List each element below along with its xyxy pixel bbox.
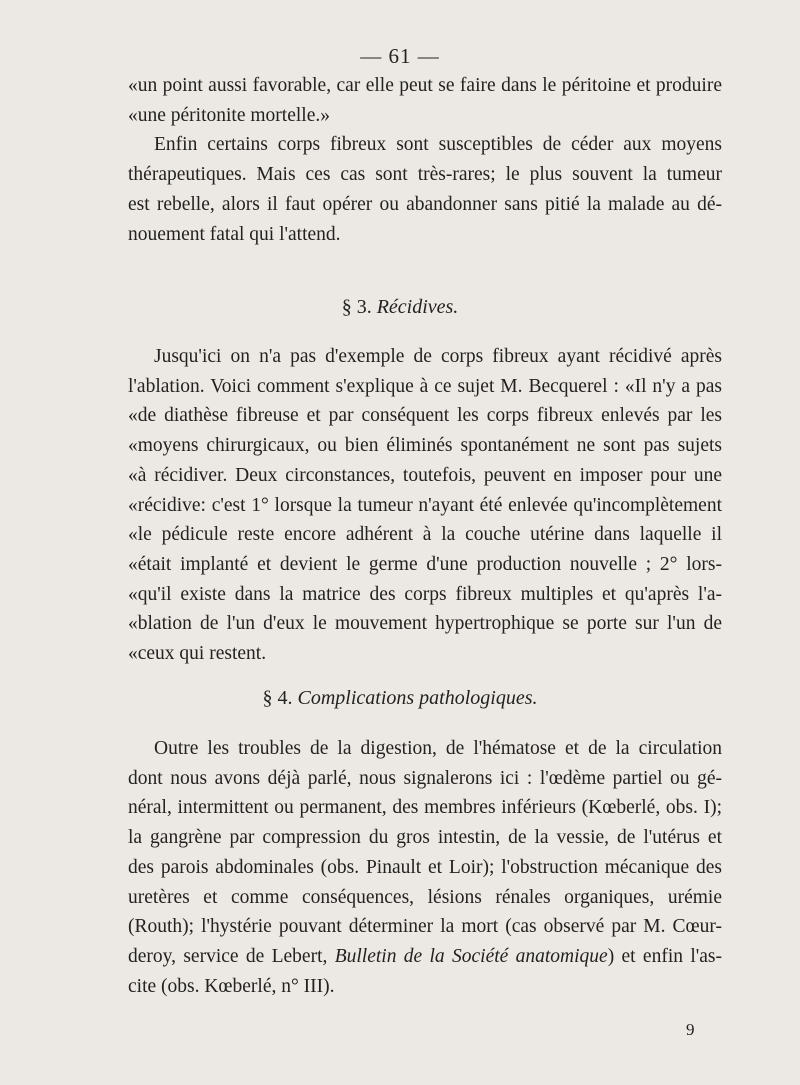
- text-line: [128, 942, 722, 972]
- text-line: thérapeutiques. Mais ces cas sont très-rares; le plus souvent la tumeur: [128, 164, 722, 186]
- section-number: § 3.: [341, 296, 372, 318]
- text-line: l'ablation. Voici comment s'explique à ce sujet M. Becquerel : «Il n'y a pas: [128, 375, 722, 397]
- text-line: «ceux qui restent.: [128, 643, 267, 665]
- text-line: «récidive: c'est 1° lorsque la tumeur n'ayant été enlevée qu'incomplètement: [128, 494, 722, 516]
- journal-title: Bulletin de la Société anatomique: [334, 945, 608, 967]
- paragraph-therapeutics: [128, 130, 722, 249]
- text-line: «était implanté et devient le germe d'une production nouvelle ; 2° lors-: [128, 553, 722, 575]
- signature-mark: 9: [686, 1020, 695, 1039]
- text-line: néral, intermittent ou permanent, des membres inférieurs (Kœberlé, obs. I);: [128, 797, 722, 819]
- text-line: «de diathèse fibreuse et par conséquent les corps fibreux enlevés par les: [128, 405, 722, 427]
- page-number: — 61 —: [360, 44, 440, 68]
- complications-text-block: [128, 734, 722, 1001]
- text-line: «qu'il existe dans la matrice des corps fibreux multiples et qu'après l'a-: [128, 583, 722, 605]
- text-line: «une péritonite mortelle.»: [128, 104, 330, 126]
- text-line: «le pédicule reste encore adhérent à la couche utérine dans laquelle il: [128, 524, 722, 546]
- section-number: § 4.: [262, 687, 293, 709]
- text-line: dont nous avons déjà parlé, nous signalerons ici : l'œdème partiel ou gé-: [128, 767, 722, 789]
- text-line: Outre les troubles de la digestion, de l'hématose et de la circulation: [154, 738, 722, 759]
- section-heading-recidives: [0, 296, 800, 319]
- text-line: uretères et comme conséquences, lésions rénales organiques, urémie: [128, 886, 722, 908]
- text-line: «moyens chirurgicaux, ou bien éliminés spontanément ne sont pas sujets: [128, 435, 722, 457]
- text-line: (Routh); l'hystérie pouvant déterminer la mort (cas observé par M. Cœur-: [128, 916, 722, 938]
- section-heading-complications: [0, 687, 800, 710]
- paragraph-recidives: [128, 342, 722, 669]
- section-title: Récidives.: [376, 296, 459, 318]
- paragraph-continuation: [128, 71, 722, 130]
- text-line: est rebelle, alors il faut opérer ou abandonner sans pitié la malade au dé-: [128, 193, 722, 215]
- text-line: «blation de l'un d'eux le mouvement hypertrophique se porte sur l'un de: [128, 613, 722, 635]
- section-title: Complications pathologiques.: [297, 687, 538, 709]
- paragraph-complications: [128, 734, 722, 1001]
- recidives-text-block: [128, 342, 722, 669]
- text-line: «un point aussi favorable, car elle peut se faire dans le péritoine et produire: [128, 75, 722, 96]
- text-line: «à récidiver. Deux circonstances, toutefois, peuvent en imposer pour une: [128, 464, 722, 486]
- text-line: Enfin certains corps fibreux sont susceptibles de céder aux moyens: [154, 134, 722, 156]
- text-run: ) et enfin l'as-: [607, 945, 722, 967]
- text-line: cite (obs. Kœberlé, n° III).: [128, 975, 335, 997]
- text-run: deroy, service de Lebert,: [128, 945, 335, 967]
- intro-text-block: [128, 71, 722, 249]
- text-line: des parois abdominales (obs. Pinault et Loir); l'obstruction mécanique des: [128, 856, 722, 878]
- text-line: la gangrène par compression du gros intestin, de la vessie, de l'utérus et: [128, 827, 722, 849]
- text-line: Jusqu'ici on n'a pas d'exemple de corps fibreux ayant récidivé après: [154, 346, 722, 367]
- text-line: nouement fatal qui l'attend.: [128, 223, 341, 245]
